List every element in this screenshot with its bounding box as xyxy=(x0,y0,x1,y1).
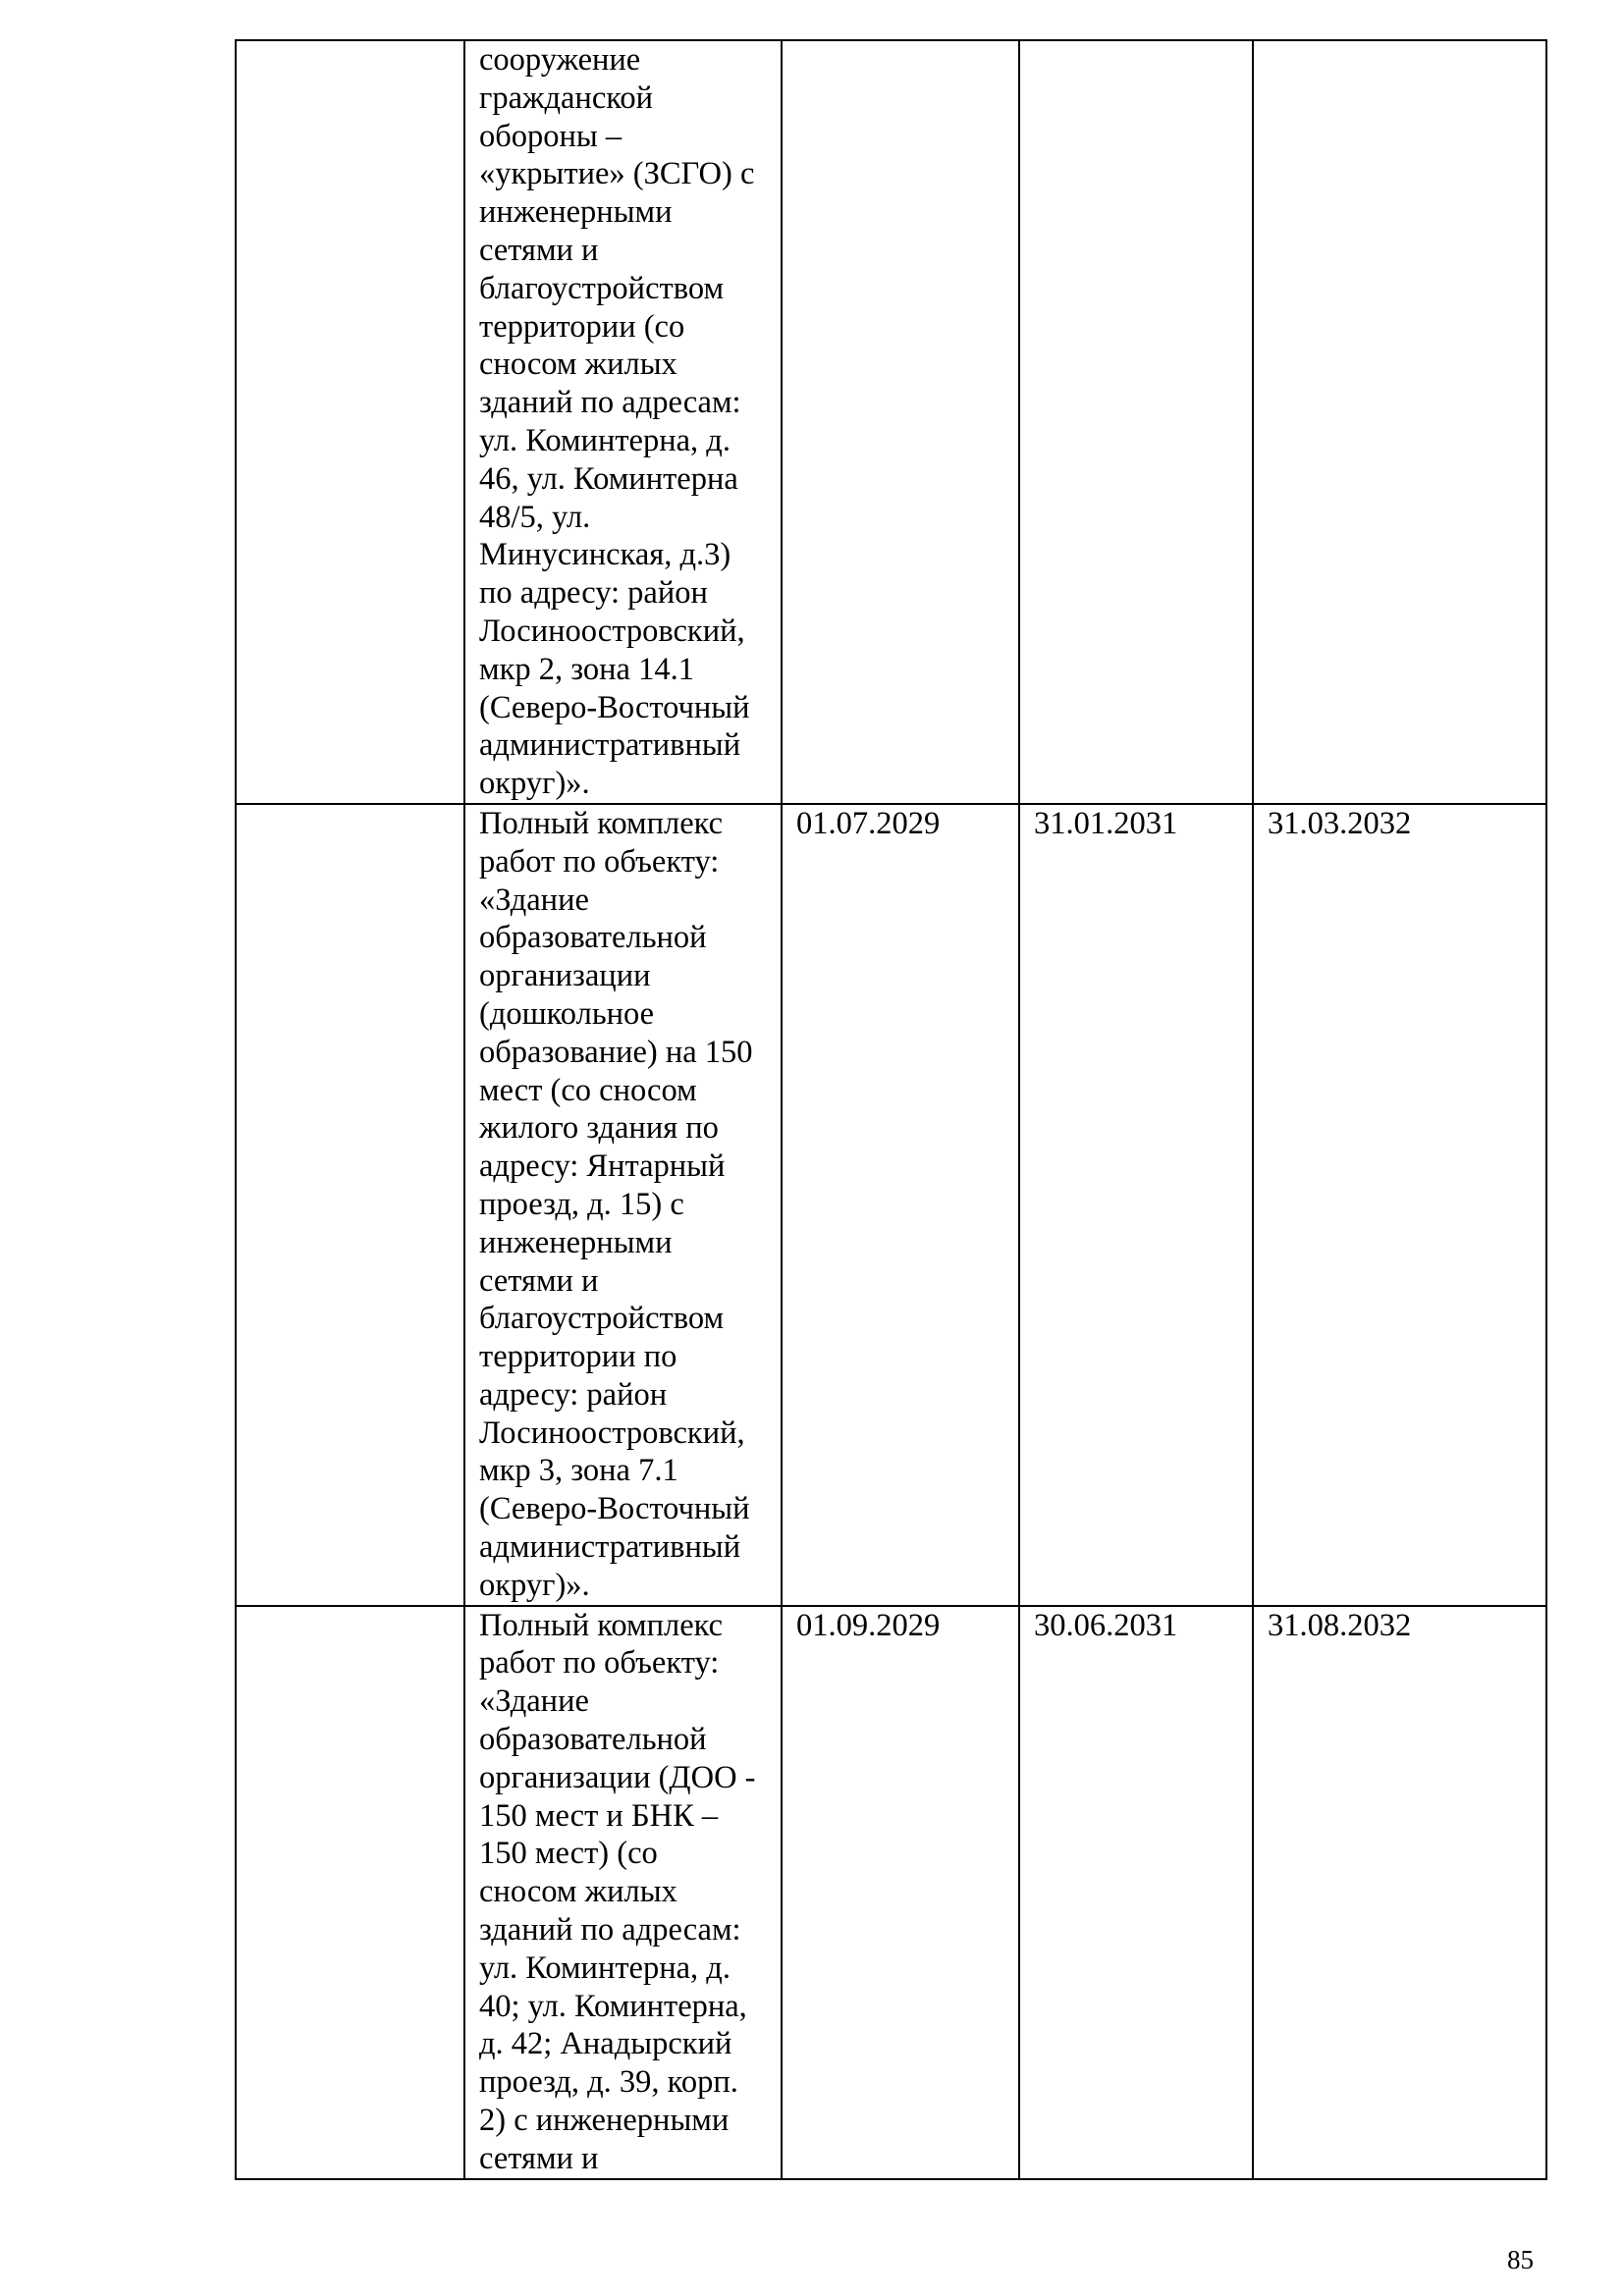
date-cell: 31.08.2032 xyxy=(1253,1606,1546,2179)
schedule-table xyxy=(235,39,1547,2180)
date-cell xyxy=(1253,40,1546,804)
date-cell: 01.07.2029 xyxy=(782,804,1019,1606)
object-name-cell: Полный комплекс работ по объекту: «Здание образовательной организации (ДОО - 150 мест и БНК – 150 мест) (со сносом жилых зданий по адресам: ул. Коминтерна, д. 40; ул. Коминтерна, д. 42; Анадырский проезд, д. 39, корп. 2) с инженерными сетями и xyxy=(464,1606,782,2179)
date-cell xyxy=(1019,40,1253,804)
date-cell: 31.03.2032 xyxy=(1253,804,1546,1606)
row-number-cell xyxy=(236,804,464,1606)
object-name-cell: Полный комплекс работ по объекту: «Здание образовательной организации (дошкольное образование) на 150 мест (со сносом жилого здания по адресу: Янтарный проезд, д. 15) с инженерными сетями и благоустройством территории по адресу: район Лосиноостровский, мкр 3, зона 7.1 (Северо-Восточный административный округ)». xyxy=(464,804,782,1606)
table-row xyxy=(236,1606,1546,2179)
row-number-cell xyxy=(236,1606,464,2179)
date-cell: 30.06.2031 xyxy=(1019,1606,1253,2179)
date-cell xyxy=(782,40,1019,804)
date-cell: 31.01.2031 xyxy=(1019,804,1253,1606)
object-name-cell: сооружение гражданской обороны – «укрытие» (ЗСГО) с инженерными сетями и благоустройством территории (со сносом жилых зданий по адресам: ул. Коминтерна, д. 46, ул. Коминтерна 48/5, ул. Минусинская, д.3) по адресу: район Лосиноостровский, мкр 2, зона 14.1 (Северо-Восточный административный округ)». xyxy=(464,40,782,804)
date-cell: 01.09.2029 xyxy=(782,1606,1019,2179)
row-number-cell xyxy=(236,40,464,804)
table-row xyxy=(236,804,1546,1606)
table-row xyxy=(236,40,1546,804)
page-number: 85 xyxy=(1507,2245,1534,2274)
